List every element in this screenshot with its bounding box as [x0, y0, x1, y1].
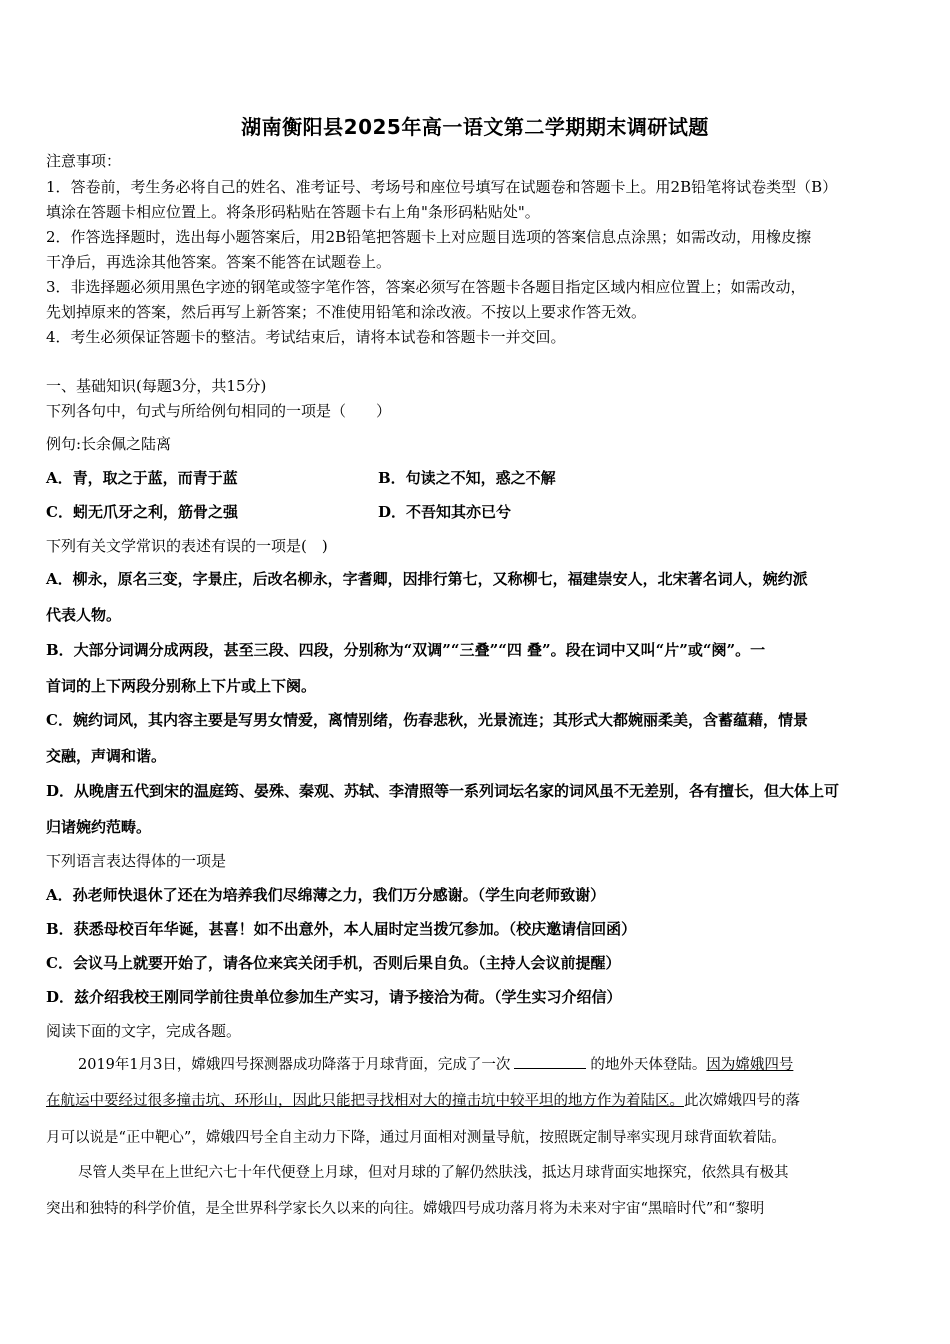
- question-2-option-line: C．婉约词风，其内容主要是写男女情爱，离情别绪，伤春悲秋，光景流连；其形式大都婉丽柔美，含蓄蕴藉，情景: [46, 711, 808, 729]
- reading-text: 2019年1月3日，嫦娥四号探测器成功降落于月球背面，完成了一次: [78, 1057, 511, 1073]
- question-2-option-line: 归诸婉约范畴。: [46, 818, 152, 836]
- notice-line: 1．答卷前，考生务必将自己的姓名、准考证号、考场号和座位号填写在试题卷和答题卡上。用2B铅笔将试卷类型（B）: [46, 178, 838, 196]
- reading-paragraph-line: [46, 1091, 800, 1111]
- question-1-option-d: D．不吾知其亦已兮: [378, 503, 512, 521]
- notice-line: 干净后，再选涂其他答案。答案不能答在试题卷上。: [46, 253, 392, 271]
- notice-line: 先划掉原来的答案，然后再写上新答案；不准使用铅笔和涂改液。不按以上要求作答无效。: [46, 303, 647, 321]
- question-3-stem: 下列语言表达得体的一项是: [46, 852, 227, 870]
- question-2-option-line: B．大部分词调分成两段，甚至三段、四段，分别称为“双调”“三叠”“四 叠”。段在词中又叫“片”或“阕”。一: [46, 641, 766, 659]
- question-1-option-a: A．青，取之于蓝，而青于蓝: [46, 469, 238, 487]
- question-3-option-c: C．会议马上就要开始了，请各位来宾关闭手机，否则后果自负。（主持人会议前提醒）: [46, 954, 621, 972]
- reading-intro: 阅读下面的文字，完成各题。: [46, 1022, 242, 1040]
- question-1-example: 例句:长余佩之陆离: [46, 435, 172, 453]
- question-2-option-line: D．从晚唐五代到宋的温庭筠、晏殊、秦观、苏轼、李清照等一系列词坛名家的词风虽不无差别，各有擅长，但大体上可: [46, 782, 840, 800]
- question-3-option-a: A．孙老师快退休了还在为培养我们尽绵薄之力，我们万分感谢。（学生向老师致谢）: [46, 886, 606, 904]
- notice-heading: 注意事项：: [46, 152, 122, 170]
- notice-line: 3．非选择题必须用黑色字迹的钢笔或签字笔作答，答案必须写在答题卡各题目指定区域内相应位置上；如需改动，: [46, 278, 806, 296]
- question-2-stem: 下列有关文学常识的表述有误的一项是( ): [46, 537, 328, 555]
- reading-text: 的地外天体登陆。: [590, 1057, 707, 1073]
- notice-line: 填涂在答题卡相应位置上。将条形码粘贴在答题卡右上角"条形码粘贴处"。: [46, 203, 540, 221]
- section-heading: 一、基础知识(每题3分，共15分): [46, 377, 267, 395]
- answer-blank: [514, 1054, 586, 1069]
- reading-text: 此次嫦娥四号的落: [684, 1093, 800, 1109]
- question-2-option-line: 代表人物。: [46, 606, 122, 624]
- question-2-option-line: 首词的上下两段分别称上下片或上下阕。: [46, 677, 317, 695]
- question-2-option-line: 交融，声调和谐。: [46, 747, 167, 765]
- question-3-option-d: D．兹介绍我校王刚同学前往贵单位参加生产实习，请予接洽为荷。（学生实习介绍信）: [46, 988, 622, 1006]
- reading-paragraph-line: 尽管人类早在上世纪六七十年代便登上月球，但对月球的了解仍然肤浅，抵达月球背面实地探究，依然具有极其: [78, 1165, 789, 1181]
- reading-paragraph-line: 突出和独特的科学价值，是全世界科学家长久以来的向往。嫦娥四号成功落月将为未来对宇宙“黑暗时代”和“黎明: [46, 1201, 765, 1217]
- question-1-stem: 下列各句中，句式与所给例句相同的一项是（ ）: [46, 402, 392, 420]
- reading-paragraph-line: 月可以说是“正中靶心”，嫦娥四号全自主动力下降，通过月面相对测量导航，按照既定制导率实现月球背面软着陆。: [46, 1130, 786, 1146]
- underlined-sentence: 在航运中要经过很多撞击坑、环形山，因此只能把寻找相对大的撞击坑中较平坦的地方作为着陆区。: [46, 1093, 684, 1109]
- question-1-option-c: C．蚓无爪牙之利，筋骨之强: [46, 503, 238, 521]
- notice-line: 4．考生必须保证答题卡的整洁。考试结束后，请将本试卷和答题卡一并交回。: [46, 328, 566, 346]
- question-2-option-line: A．柳永，原名三变，字景庄，后改名柳永，字耆卿，因排行第七，又称柳七，福建崇安人，北宋著名词人，婉约派: [46, 570, 808, 588]
- question-1-option-b: B．句读之不知，惑之不解: [378, 469, 556, 487]
- underlined-sentence: 因为嫦娥四号: [706, 1057, 794, 1073]
- question-3-option-b: B．获悉母校百年华诞，甚喜！如不出意外，本人届时定当拨冗参加。（校庆邀请信回函）: [46, 920, 637, 938]
- reading-paragraph-line: [78, 1054, 793, 1075]
- notice-line: 2．作答选择题时，选出每小题答案后，用2B铅笔把答题卡上对应题目选项的答案信息点涂黑；如需改动，用橡皮擦: [46, 228, 812, 246]
- page-title: 湖南衡阳县2025年高一语文第二学期期末调研试题: [241, 115, 709, 139]
